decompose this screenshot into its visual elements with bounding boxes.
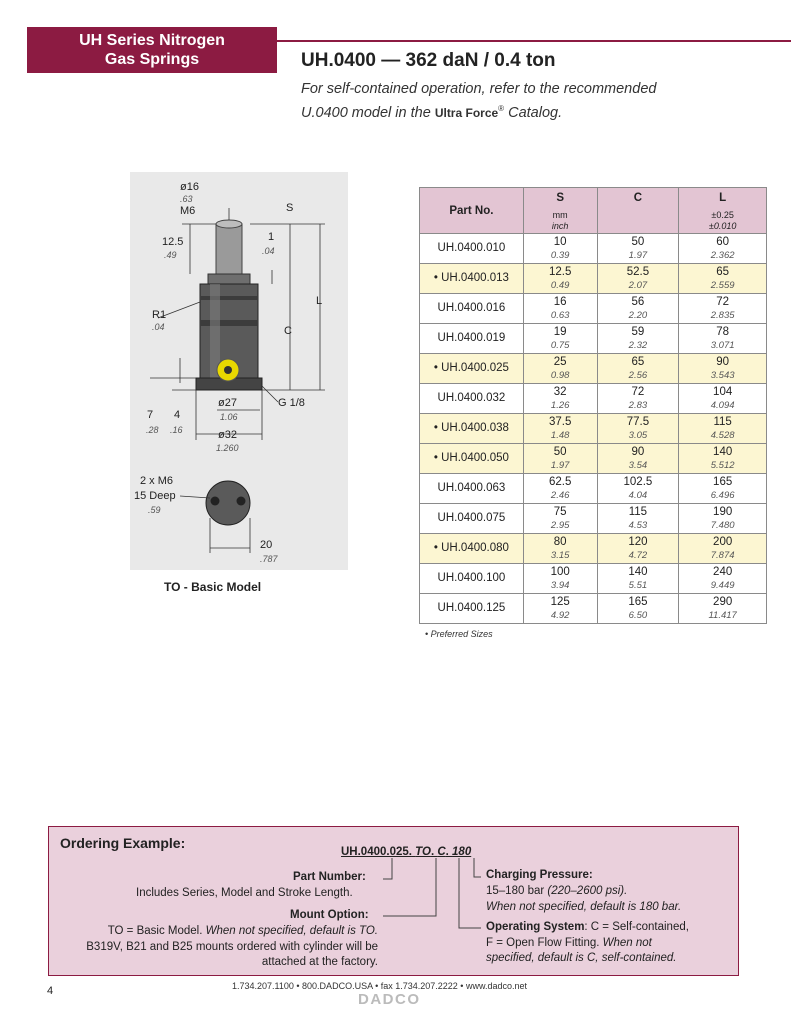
table-row [420, 594, 767, 624]
c-mm: 102.5 [623, 476, 653, 488]
system-line2-italic: When not [602, 936, 652, 949]
mount-hole-right [237, 497, 246, 506]
series-tab-line1: UH Series Nitrogen [79, 32, 225, 49]
table-row [420, 444, 767, 474]
c-mm: 115 [628, 506, 648, 518]
length-mm-cell [679, 414, 767, 444]
part-number-cell [420, 534, 524, 564]
length-mm-cell [679, 504, 767, 534]
c-inch: 3.05 [628, 430, 648, 441]
stroke-inch: 0.63 [550, 310, 570, 321]
c-mm: 56 [631, 296, 645, 308]
part-number: UH.0400.019 [437, 332, 506, 344]
c-mm-cell [597, 234, 679, 264]
label-s: S [286, 202, 294, 214]
label-c: C [284, 325, 292, 337]
c-inch: 2.32 [628, 340, 648, 351]
label-1: 1 [268, 231, 275, 243]
length-mm-cell [679, 474, 767, 504]
stroke-inch: 0.39 [550, 250, 570, 261]
stroke-mm-cell [523, 564, 597, 594]
part-number: UH.0400.016 [437, 302, 506, 314]
leader-part-number [383, 858, 392, 879]
page-subtitle [301, 80, 656, 123]
leader-mount [383, 858, 436, 916]
table-row [420, 264, 767, 294]
header-l [679, 188, 767, 234]
stroke-inch: 0.98 [550, 370, 570, 381]
ordering-code: UH.0400.025. TO. C. 180 [341, 846, 472, 858]
label-d32-in: 1.260 [216, 443, 239, 453]
c-inch: 1.97 [628, 250, 648, 261]
c-inch: 6.50 [628, 610, 648, 621]
length-inch: 3.543 [710, 370, 735, 381]
leader-pressure [474, 858, 481, 877]
c-mm: 72 [631, 386, 645, 398]
dadco-logo: DADCO [358, 991, 421, 1008]
header-l-tol-mm: ±0.25 [711, 210, 734, 220]
mount-line1-pre: TO = Basic Model. [107, 925, 203, 937]
stroke-inch: 2.95 [550, 520, 570, 531]
length-mm-cell [679, 564, 767, 594]
drawing-caption: TO - Basic Model [164, 580, 262, 594]
c-mm-cell [597, 414, 679, 444]
c-mm-cell [597, 534, 679, 564]
stroke-mm-cell [523, 234, 597, 264]
mount-option-line3: attached at the factory. [261, 956, 378, 968]
label-d32: ø32 [218, 429, 237, 441]
length-mm: 72 [716, 296, 730, 308]
stroke-inch: 1.26 [550, 400, 570, 411]
stroke-mm-cell [523, 294, 597, 324]
stroke-mm-cell [523, 504, 597, 534]
c-inch: 5.51 [628, 580, 648, 591]
stroke-mm-cell [523, 264, 597, 294]
c-mm: 52.5 [626, 266, 650, 278]
system-line3-italic: specified, default is C, self-contained. [486, 952, 677, 964]
series-tab [27, 27, 277, 73]
length-inch: 9.449 [710, 580, 735, 591]
stroke-mm-cell [523, 594, 597, 624]
c-mm: 120 [628, 536, 648, 548]
stroke-mm: 100 [550, 566, 570, 578]
part-number-label: Part Number: [293, 871, 366, 883]
length-inch: 7.874 [710, 550, 735, 561]
label-g18: G 1/8 [278, 397, 305, 409]
header-l-tol-inch-text: ±0.010 [708, 221, 737, 231]
label-12-5-in: .49 [164, 250, 177, 260]
mount-option-label: Mount Option: [290, 909, 369, 921]
length-mm-cell [679, 294, 767, 324]
header-s-inch [524, 221, 597, 232]
registered-mark: ® [498, 104, 505, 113]
stroke-mm-cell [523, 444, 597, 474]
part-number: • UH.0400.013 [433, 272, 509, 284]
length-mm: 115 [713, 416, 732, 428]
table-row [420, 534, 767, 564]
table-row [420, 294, 767, 324]
part-number: UH.0400.063 [437, 482, 506, 494]
c-inch: 4.04 [628, 490, 648, 501]
length-inch: 2.559 [710, 280, 735, 291]
table-row [420, 504, 767, 534]
system-line1-text: : C = Self-contained, [584, 921, 689, 933]
stroke-mm: 32 [553, 386, 567, 398]
c-inch: 2.20 [628, 310, 648, 321]
subtitle-line1: For self-contained operation, refer to the recommended [301, 81, 657, 97]
table-row [420, 384, 767, 414]
stroke-inch: 0.49 [550, 280, 570, 291]
stroke-mm-cell [523, 324, 597, 354]
c-inch: 2.07 [628, 280, 648, 291]
length-mm-cell [679, 354, 767, 384]
stroke-mm: 12.5 [548, 266, 572, 278]
stroke-mm-cell [523, 474, 597, 504]
length-mm-cell [679, 594, 767, 624]
series-tab-line2: Gas Springs [104, 51, 200, 68]
label-7: 7 [147, 409, 154, 421]
header-s [523, 188, 597, 234]
part-number: • UH.0400.080 [433, 542, 509, 554]
label-20-in: .787 [260, 554, 278, 564]
length-mm: 240 [713, 566, 733, 578]
length-mm-cell [679, 534, 767, 564]
label-d16-in: .63 [180, 194, 193, 204]
header-l-label: L [719, 192, 727, 204]
length-mm: 190 [713, 506, 733, 518]
part-number-cell [420, 594, 524, 624]
page-number: 4 [47, 985, 54, 997]
label-m6: M6 [180, 205, 196, 217]
subtitle-line2-pre: U.0400 model in the [301, 104, 435, 121]
table-row [420, 324, 767, 354]
stroke-mm: 10 [553, 236, 567, 248]
table-row [420, 354, 767, 384]
c-mm-cell [597, 564, 679, 594]
label-deep-in: .59 [148, 505, 161, 515]
c-mm-cell [597, 474, 679, 504]
c-mm: 90 [631, 446, 645, 458]
ultra-force-brand: Ultra Force [434, 105, 499, 120]
label-1-in: .04 [262, 246, 275, 256]
length-mm: 78 [716, 326, 730, 338]
footer-contact: 1.734.207.1100 • 800.DADCO.USA • fax 1.734.207.2222 • www.dadco.net [232, 981, 527, 991]
ordering-leader-lines [49, 827, 740, 977]
c-mm: 50 [631, 236, 645, 248]
label-20: 20 [260, 539, 273, 551]
stroke-mm: 80 [553, 536, 567, 548]
stroke-mm-cell [523, 534, 597, 564]
length-mm: 200 [713, 536, 733, 548]
code-base: UH.0400.025. [341, 846, 412, 858]
label-d27: ø27 [218, 397, 237, 409]
label-d16: ø16 [180, 181, 199, 193]
part-number: • UH.0400.038 [433, 422, 509, 434]
c-mm-cell [597, 504, 679, 534]
label-l: L [316, 295, 323, 307]
header-s-mm: mm [552, 210, 568, 220]
part-number-text: Includes Series, Model and Stroke Length. [136, 887, 353, 899]
length-inch: 4.094 [710, 400, 735, 411]
length-inch: 6.496 [710, 490, 735, 501]
page-title: UH.0400 — 362 daN / 0.4 ton [301, 50, 556, 71]
charging-port-center [224, 366, 232, 374]
subtitle-line2 [301, 99, 656, 123]
leader-system [459, 858, 481, 928]
gas-spring-drawing [120, 178, 330, 578]
length-inch: 5.512 [710, 460, 735, 471]
part-number: • UH.0400.025 [433, 362, 509, 374]
c-inch: 4.53 [628, 520, 648, 531]
stroke-mm: 62.5 [548, 476, 572, 488]
c-inch: 2.83 [628, 400, 648, 411]
stroke-mm: 50 [553, 446, 567, 458]
subtitle-line2-post: Catalog. [504, 104, 563, 121]
part-number-cell [420, 324, 524, 354]
pressure-line2-italic: When not specified, default is 180 bar. [486, 900, 682, 913]
stroke-mm: 16 [553, 296, 567, 308]
length-inch: 2.362 [710, 250, 735, 261]
code-pressure: 180 [452, 846, 472, 858]
c-mm-cell [597, 324, 679, 354]
length-inch: 7.480 [710, 520, 735, 531]
label-d27-in: 1.06 [220, 412, 238, 422]
charging-pressure-label: Charging Pressure: [486, 869, 593, 881]
c-inch: 4.72 [628, 550, 648, 561]
table-row [420, 234, 767, 264]
label-4: 4 [174, 409, 181, 421]
body-groove-1 [200, 296, 258, 300]
label-r1-in: .04 [152, 322, 165, 332]
part-number: UH.0400.100 [437, 572, 506, 584]
c-mm: 65 [631, 356, 645, 368]
stroke-mm-cell [523, 384, 597, 414]
label-deep: 15 Deep [134, 490, 176, 502]
ordering-example-box [48, 826, 739, 976]
mount-option-line2: B319V, B21 and B25 mounts ordered with cylinder will be [86, 940, 378, 953]
length-mm: 104 [713, 386, 733, 398]
label-holes: 2 x M6 [140, 475, 174, 487]
length-mm: 165 [713, 476, 733, 488]
body-groove-2 [200, 320, 258, 326]
length-mm-cell [679, 234, 767, 264]
part-number-cell [420, 264, 524, 294]
label-r1: R1 [152, 309, 167, 321]
table-row [420, 564, 767, 594]
part-number-cell [420, 474, 524, 504]
label-4-in: .16 [170, 425, 183, 435]
length-mm-cell [679, 264, 767, 294]
stroke-mm: 19 [553, 326, 567, 338]
mount-hole-left [211, 497, 220, 506]
stroke-mm: 125 [550, 596, 570, 608]
header-part-label: Part No. [449, 204, 494, 217]
part-number-cell [420, 354, 524, 384]
length-inch: 4.528 [710, 430, 735, 441]
c-mm-cell [597, 294, 679, 324]
header-s-inch-text: inch [551, 221, 569, 231]
c-mm: 140 [628, 566, 648, 578]
length-mm: 90 [716, 356, 730, 368]
part-number-cell [420, 504, 524, 534]
c-mm-cell [597, 444, 679, 474]
stroke-mm-cell [523, 354, 597, 384]
mount-line1-italic: When not specified, default is TO. [205, 925, 378, 937]
operating-system-label: Operating System [486, 921, 585, 933]
c-mm: 59 [631, 326, 645, 338]
length-mm: 140 [713, 446, 733, 458]
pressure-line1-italic: (220–2600 psi). [547, 885, 628, 897]
table-row [420, 414, 767, 444]
length-inch: 3.071 [710, 340, 735, 351]
system-line2-pre: F = Open Flow Fitting. [486, 936, 600, 949]
code-mount: TO [415, 846, 431, 858]
header-c [597, 188, 679, 234]
part-number-cell [420, 564, 524, 594]
part-number: UH.0400.075 [437, 512, 506, 524]
c-mm-cell [597, 384, 679, 414]
c-inch: 2.56 [628, 370, 648, 381]
part-number-cell [420, 384, 524, 414]
part-number: UH.0400.032 [437, 392, 506, 404]
label-12-5: 12.5 [162, 236, 184, 248]
length-mm: 60 [716, 236, 730, 248]
part-number-cell [420, 294, 524, 324]
label-7-in: .28 [146, 425, 159, 435]
piston-rod [216, 224, 242, 274]
part-number-cell [420, 234, 524, 264]
stroke-inch: 4.92 [550, 610, 570, 621]
specification-table [419, 187, 767, 624]
pressure-line1-pre: 15–180 bar [486, 885, 548, 897]
c-mm: 165 [628, 596, 648, 608]
length-mm-cell [679, 324, 767, 354]
stroke-mm-cell [523, 414, 597, 444]
stroke-inch: 0.75 [550, 340, 570, 351]
length-mm-cell [679, 444, 767, 474]
stroke-inch: 3.15 [550, 550, 570, 561]
ordering-title: Ordering Example: [60, 835, 186, 851]
c-mm-cell [597, 354, 679, 384]
stroke-mm: 75 [553, 506, 567, 518]
stroke-inch: 2.46 [550, 490, 570, 501]
header-c-label: C [633, 192, 643, 204]
header-l-tol-inch [679, 221, 766, 232]
preferred-sizes-note: • Preferred Sizes [425, 629, 493, 639]
c-mm-cell [597, 264, 679, 294]
header-rule [277, 40, 791, 42]
stroke-mm: 37.5 [548, 416, 572, 428]
c-mm: 77.5 [626, 416, 650, 428]
part-number: UH.0400.125 [437, 602, 506, 614]
header-s-label: S [556, 192, 565, 204]
part-number-cell [420, 444, 524, 474]
stroke-inch: 1.48 [550, 430, 570, 441]
length-inch: 2.835 [710, 310, 735, 321]
c-inch: 3.54 [628, 460, 648, 471]
c-mm-cell [597, 594, 679, 624]
part-number: UH.0400.010 [437, 242, 506, 254]
table-header-row [420, 188, 767, 234]
stroke-inch: 1.97 [550, 460, 570, 471]
code-system: C [437, 846, 446, 858]
rod-top [216, 220, 242, 228]
length-mm-cell [679, 384, 767, 414]
length-mm: 65 [716, 266, 730, 278]
rod-collar [208, 274, 250, 284]
length-mm: 290 [713, 596, 733, 608]
part-number: • UH.0400.050 [433, 452, 509, 464]
stroke-mm: 25 [553, 356, 567, 368]
table-row [420, 474, 767, 504]
part-number-cell [420, 414, 524, 444]
header-part-no [420, 188, 524, 234]
length-inch: 11.417 [708, 610, 737, 621]
stroke-inch: 3.94 [550, 580, 570, 591]
